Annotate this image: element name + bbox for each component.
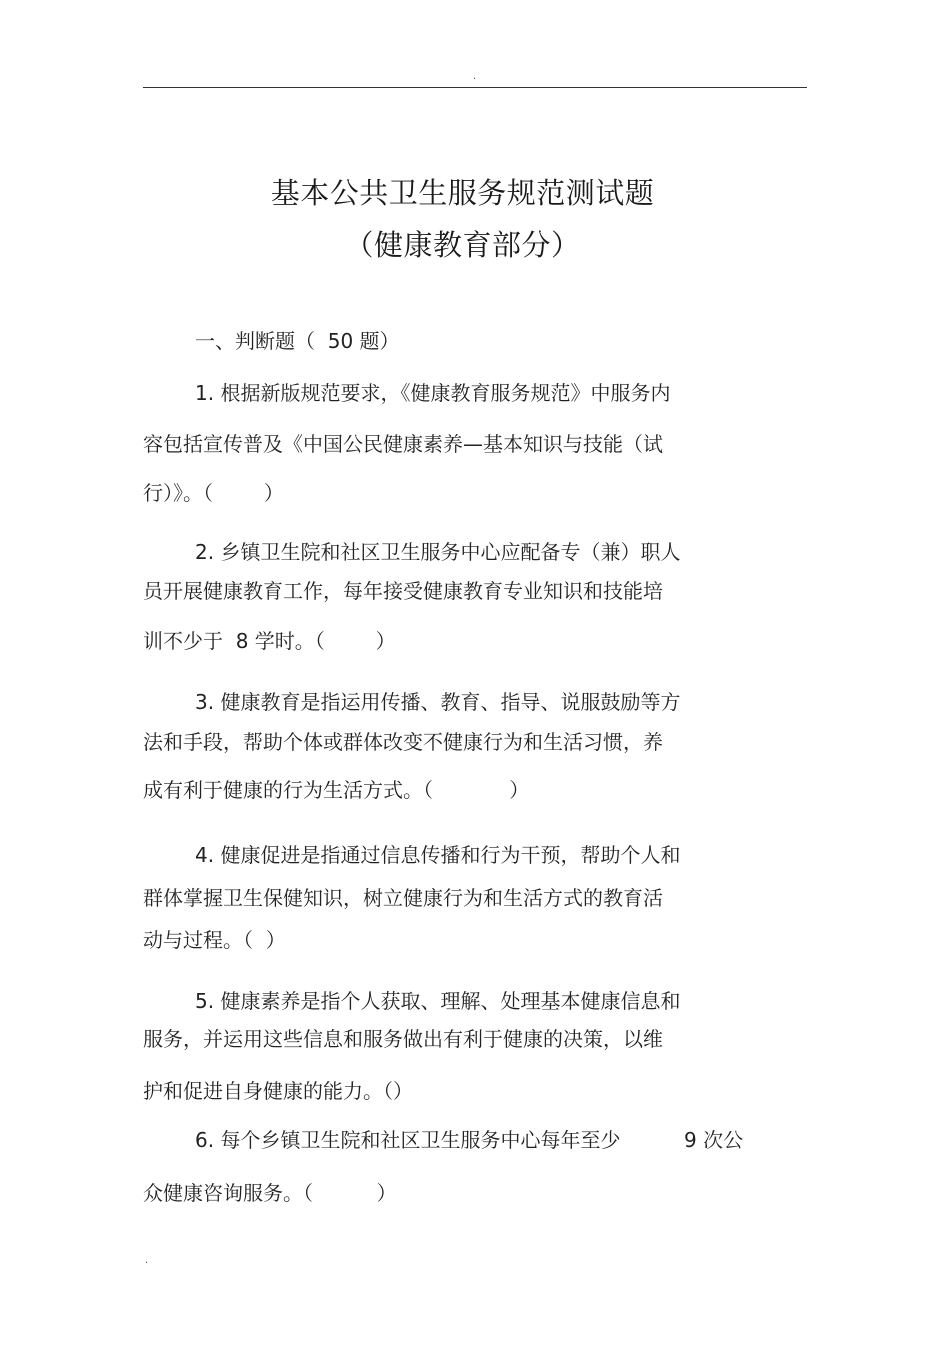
page-title: 基本公共卫生服务规范测试题 [270,176,655,210]
question-3-line-1: 3. 健康教育是指运用传播、教育、指导、说服鼓励等方 [195,690,681,714]
question-5-line-3: 护和促进自身健康的能力。（） [143,1079,413,1103]
question-1-line-3: 行）》。（ ） [143,481,284,505]
question-6-line-1: 6. 每个乡镇卫生院和社区卫生服务中心每年至少 9 次公 [195,1128,744,1152]
header-divider [143,87,807,88]
question-3-line-2: 法和手段，帮助个体或群体改变不健康行为和生活习惯，养 [143,730,663,754]
question-1-line-1: 1. 根据新版规范要求，《健康教育服务规范》中服务内 [195,381,671,405]
question-2-line-2: 员开展健康教育工作，每年接受健康教育专业知识和技能培 [143,579,663,603]
question-2-line-3: 训不少于 8 学时。（ ） [143,629,396,653]
question-3-line-3: 成有利于健康的行为生活方式。（ ） [143,778,530,802]
question-6-line-2: 众健康咨询服务。（ ） [143,1181,397,1205]
section-heading: 一、判断题（ 50 题） [195,329,400,353]
question-5-line-1: 5. 健康素养是指个人获取、理解、处理基本健康信息和 [195,989,681,1013]
question-5-line-2: 服务，并运用这些信息和服务做出有利于健康的决策，以维 [143,1027,663,1051]
question-4-line-2: 群体掌握卫生保健知识，树立健康行为和生活方式的教育活 [143,886,663,910]
page-subtitle: （健康教育部分） [344,228,581,262]
question-4-line-1: 4. 健康促进是指通过信息传播和行为干预，帮助个人和 [195,843,681,867]
header-mark: . [473,71,477,82]
question-2-line-1: 2. 乡镇卫生院和社区卫生服务中心应配备专（兼）职人 [195,540,681,564]
question-4-line-3: 动与过程。（ ） [143,928,286,952]
footer-mark: . [145,1255,149,1266]
question-1-line-2: 容包括宣传普及《中国公民健康素养—基本知识与技能（试 [143,432,663,456]
